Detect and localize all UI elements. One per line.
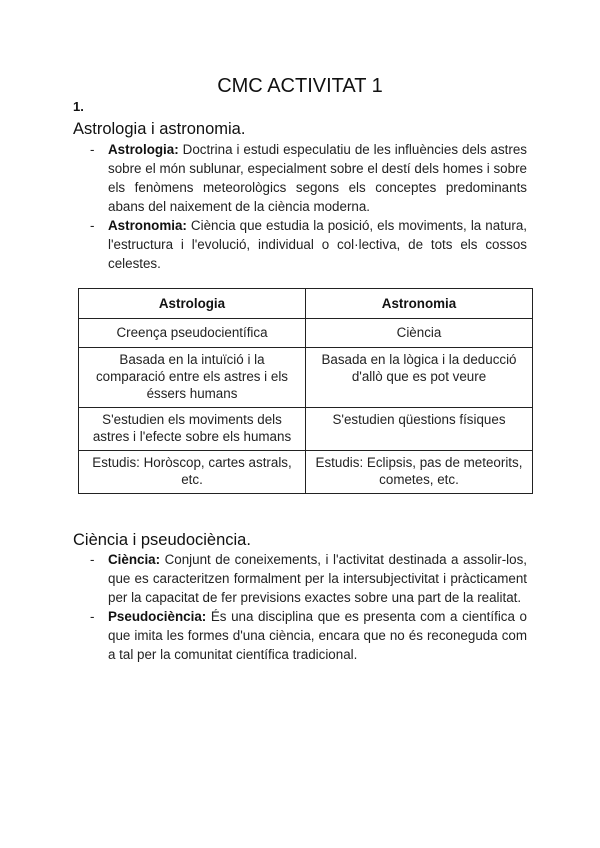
table-cell: S'estudien els moviments dels astres i l'efecte sobre els humans: [79, 408, 306, 451]
bullet-dash: -: [90, 609, 95, 624]
bullet-dash: -: [90, 218, 95, 233]
table-row: [79, 348, 533, 408]
bullet-dash: -: [90, 142, 95, 157]
table-cell: Basada en la intuïció i la comparació entre els astres i els éssers humans: [79, 348, 306, 408]
page-title: CMC ACTIVITAT 1: [217, 75, 383, 97]
table-header-row: [79, 289, 533, 319]
definition-text: Doctrina i estudi especulatiu de les influències dels astres sobre el món sublunar, especialment sobre el destí dels homes i sobre els fenòmens meteorològics segons els conceptes predominants abans del naixement de la ciència moderna.: [108, 142, 527, 214]
definition-term: Ciència:: [108, 552, 161, 567]
table-row: [79, 319, 533, 348]
definition-item: [90, 550, 527, 607]
definition-term: Astrologia:: [108, 142, 179, 157]
table-cell: Creença pseudocientífica: [79, 319, 306, 348]
bullet-dash: -: [90, 552, 95, 567]
definition-item: [90, 140, 527, 216]
question-number: 1.: [73, 99, 84, 114]
section-heading-science: Ciència i pseudociència.: [73, 531, 251, 549]
definition-term: Astronomia:: [108, 218, 187, 233]
table-cell: Ciència: [306, 319, 533, 348]
table-cell: Estudis: Eclipsis, pas de meteorits, cometes, etc.: [306, 451, 533, 494]
table-cell: Basada en la lògica i la deducció d'allò que es pot veure: [306, 348, 533, 408]
definition-text: És una disciplina que es presenta com a científica o que imita les formes d'una ciència, encara que no és reconeguda com a tal per la comunitat científica tradicional.: [108, 609, 527, 662]
column-header-astronomia: Astronomia: [306, 289, 533, 319]
definition-list-science: [90, 550, 527, 664]
definition-item: [90, 216, 527, 273]
column-header-astrologia: Astrologia: [79, 289, 306, 319]
section-heading-astrology: Astrologia i astronomia.: [73, 120, 246, 138]
definition-text: Ciència que estudia la posició, els moviments, la natura, l'estructura i l'evolució, individual o col·lectiva, de tots els cossos celestes.: [108, 218, 527, 271]
comparison-table: [78, 288, 533, 494]
definition-item: [90, 607, 527, 664]
definition-term: Pseudociència:: [108, 609, 207, 624]
definition-list-astrology: [90, 140, 527, 273]
table-cell: S'estudien qüestions físiques: [306, 408, 533, 451]
table-row: [79, 408, 533, 451]
table-row: [79, 451, 533, 494]
definition-text: Conjunt de coneixements, i l'activitat destinada a assolir-los, que es caracteritzen formalment per la intersubjectivitat i pràcticament per la capacitat de fer previsions exactes sobre una part de la realitat.: [108, 552, 527, 605]
table-cell: Estudis: Horòscop, cartes astrals, etc.: [79, 451, 306, 494]
